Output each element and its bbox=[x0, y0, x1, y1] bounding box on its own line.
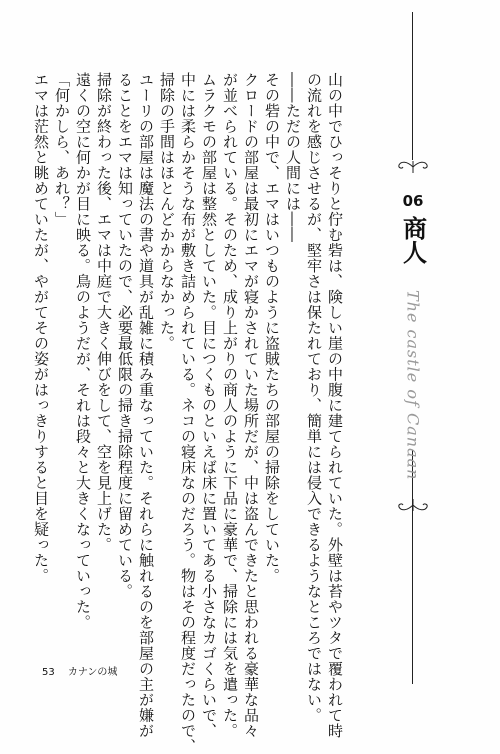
chapter-heading bbox=[384, 160, 442, 481]
paragraph: その砦の中で、エマはいつものように盗賊たちの部屋の掃除をしていた。 bbox=[263, 72, 281, 584]
paragraph: 掃除の手間はほとんどかからなかった。 bbox=[158, 72, 176, 351]
paragraph: エマは茫然と眺めていたが、やがてその姿がはっきりすると目を疑った。 bbox=[32, 72, 50, 584]
book-title: カナンの城 bbox=[67, 667, 118, 678]
paragraph: クロードの部屋は最初にエマが寝かされていた場所だが、中は盗んできたと思われる豪華な品々 bbox=[242, 72, 260, 739]
paragraph: 掃除が終わった後、エマは中庭で大きく伸びをして、空を見上げた。 bbox=[95, 72, 113, 553]
paragraph: の流れを感じさせるが、堅牢さは保たれており、簡単には侵入できるようなところではない。 bbox=[305, 72, 323, 723]
paragraph: ることをエマは知っていたので、必要最低限の掃き掃除程度に留めている。 bbox=[116, 72, 134, 599]
paragraph: ムラクモの部屋は整然としていた。目につくものといえば床に置いてある小さなカゴくらいで、 bbox=[200, 72, 218, 739]
paragraph: ユーリの部屋は魔法の書や道具が乱雑に積み重なっていた。それらに触れるのを部屋の主が嫌が bbox=[137, 72, 155, 739]
paragraph: 山の中でひっそりと佇む砦は、険しい崖の中腹に建てられていた。外壁は苔やツタで覆われて時 bbox=[326, 72, 344, 739]
paragraph: 「何かしら、あれ？」 bbox=[53, 72, 71, 227]
paragraph: ――ただの人間には―― bbox=[284, 72, 302, 243]
page-number: 53 bbox=[42, 667, 55, 678]
chapter-title: 商人 bbox=[398, 216, 428, 264]
paragraph: 遠くの空に何かが目に映る。鳥のようだが、それは段々と大きくなっていった。 bbox=[74, 72, 92, 630]
paragraph: 中には柔らかそうな布が敷き詰められている。ネコの寝床なのだろう。物はその程度だったので、 bbox=[179, 72, 197, 754]
ornament-top-icon bbox=[393, 160, 433, 174]
paragraph: が並べられている。そのため、成り上がりの商人のように下品に豪華で、掃除には気を遣った。 bbox=[221, 72, 239, 739]
chapter-subtitle: The castle of Canaan bbox=[403, 290, 423, 481]
page-footer bbox=[42, 663, 127, 678]
ornament-bottom-icon bbox=[393, 498, 433, 512]
chapter-number: 06 bbox=[402, 192, 424, 210]
